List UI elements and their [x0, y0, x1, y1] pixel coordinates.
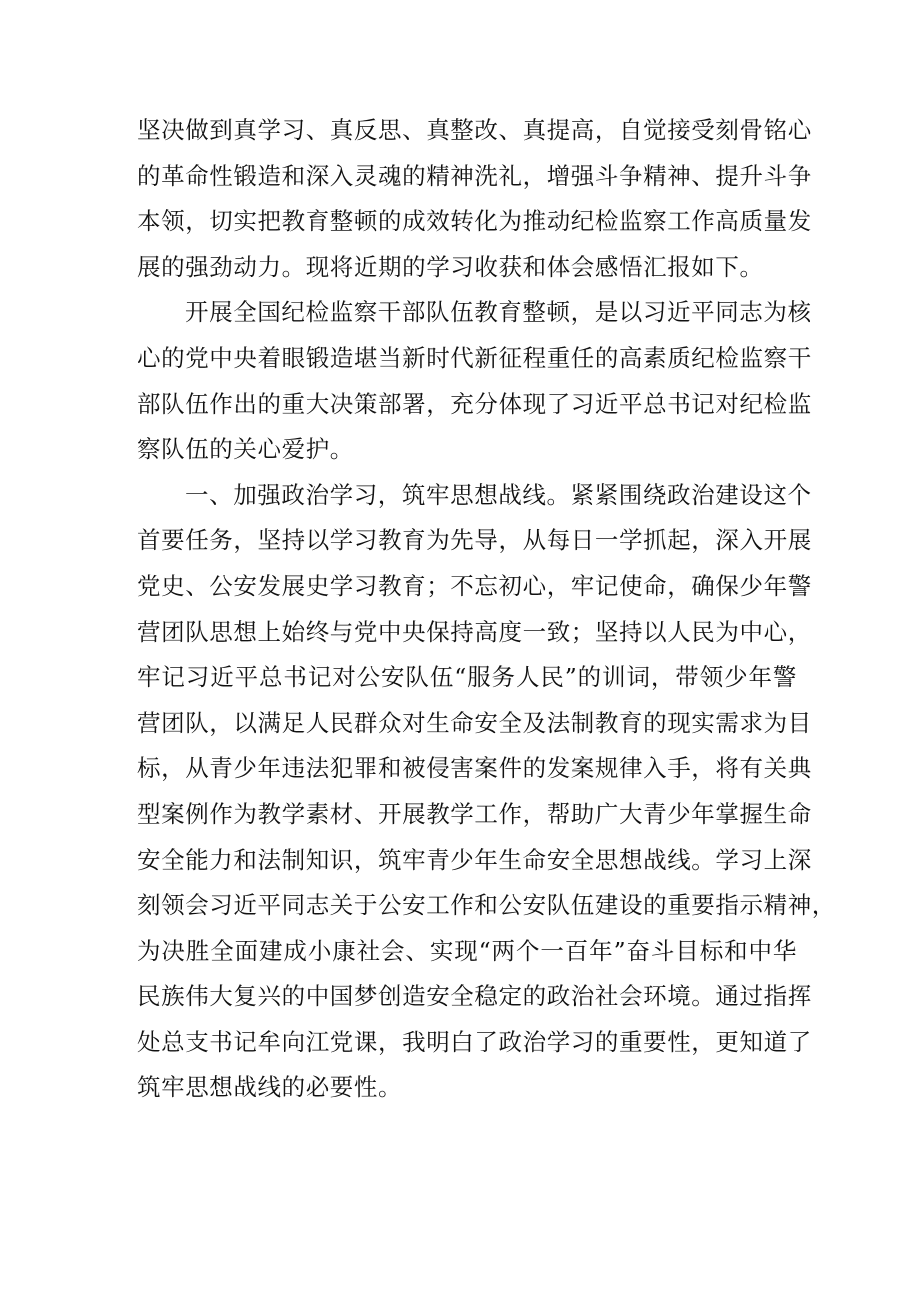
- paragraph-2: [137, 290, 812, 472]
- paragraph-line: 标，从青少年违法犯罪和被侵害案件的发案规律入手，将有关典: [137, 754, 812, 783]
- paragraph-line: 部队伍作出的重大决策部署，充分体现了习近平总书记对纪检监: [137, 389, 812, 418]
- paragraph-line: 型案例作为教学素材、开展教学工作，帮助广大青少年掌握生命: [137, 799, 812, 828]
- paragraph-3: [137, 473, 836, 1111]
- document-body: [137, 108, 836, 1111]
- paragraph-line: 的革命性锻造和深入灵魂的精神洗礼，增强斗争精神、提升斗争: [137, 161, 812, 190]
- paragraph-line: 处总支书记牟向江党课，我明白了政治学习的重要性，更知道了: [137, 1027, 812, 1056]
- paragraph-line: 心的党中央着眼锻造堪当新时代新征程重任的高素质纪检监察干: [137, 343, 812, 372]
- paragraph-line: 筑牢思想战线的必要性。: [137, 1073, 403, 1102]
- paragraph-line: 展的强劲动力。现将近期的学习收获和体会感悟汇报如下。: [137, 252, 764, 281]
- paragraph-line: 察队伍的关心爱护。: [137, 435, 354, 464]
- paragraph-line: 营团队思想上始终与党中央保持高度一致；坚持以人民为中心，: [137, 617, 812, 646]
- paragraph-line: 刻领会习近平同志关于公安工作和公安队伍建设的重要指示精神，: [137, 891, 836, 920]
- paragraph-line: 牢记习近平总书记对公安队伍“服务人民”的训词，带领少年警: [137, 663, 797, 692]
- paragraph-1: [137, 108, 812, 290]
- paragraph-line: 为决胜全面建成小康社会、实现“两个一百年”奋斗目标和中华: [137, 936, 797, 965]
- paragraph-line: 本领，切实把教育整顿的成效转化为推动纪检监察工作高质量发: [137, 207, 812, 236]
- paragraph-line: 坚决做到真学习、真反思、真整改、真提高，自觉接受刻骨铭心: [137, 116, 812, 144]
- paragraph-line: 营团队，以满足人民群众对生命安全及法制教育的现实需求为目: [137, 708, 812, 737]
- paragraph-line: 开展全国纪检监察干部队伍教育整顿，是以习近平同志为核: [185, 298, 812, 327]
- paragraph-line: 安全能力和法制知识，筑牢青少年生命安全思想战线。学习上深: [137, 845, 812, 874]
- paragraph-line: 党史、公安发展史学习教育；不忘初心，牢记使命，确保少年警: [137, 571, 812, 600]
- paragraph-line: 民族伟大复兴的中国梦创造安全稳定的政治社会环境。通过指挥: [137, 982, 812, 1011]
- paragraph-line: 一、加强政治学习，筑牢思想战线。紧紧围绕政治建设这个: [185, 480, 812, 509]
- paragraph-line: 首要任务，坚持以学习教育为先导，从每日一学抓起，深入开展: [137, 526, 812, 555]
